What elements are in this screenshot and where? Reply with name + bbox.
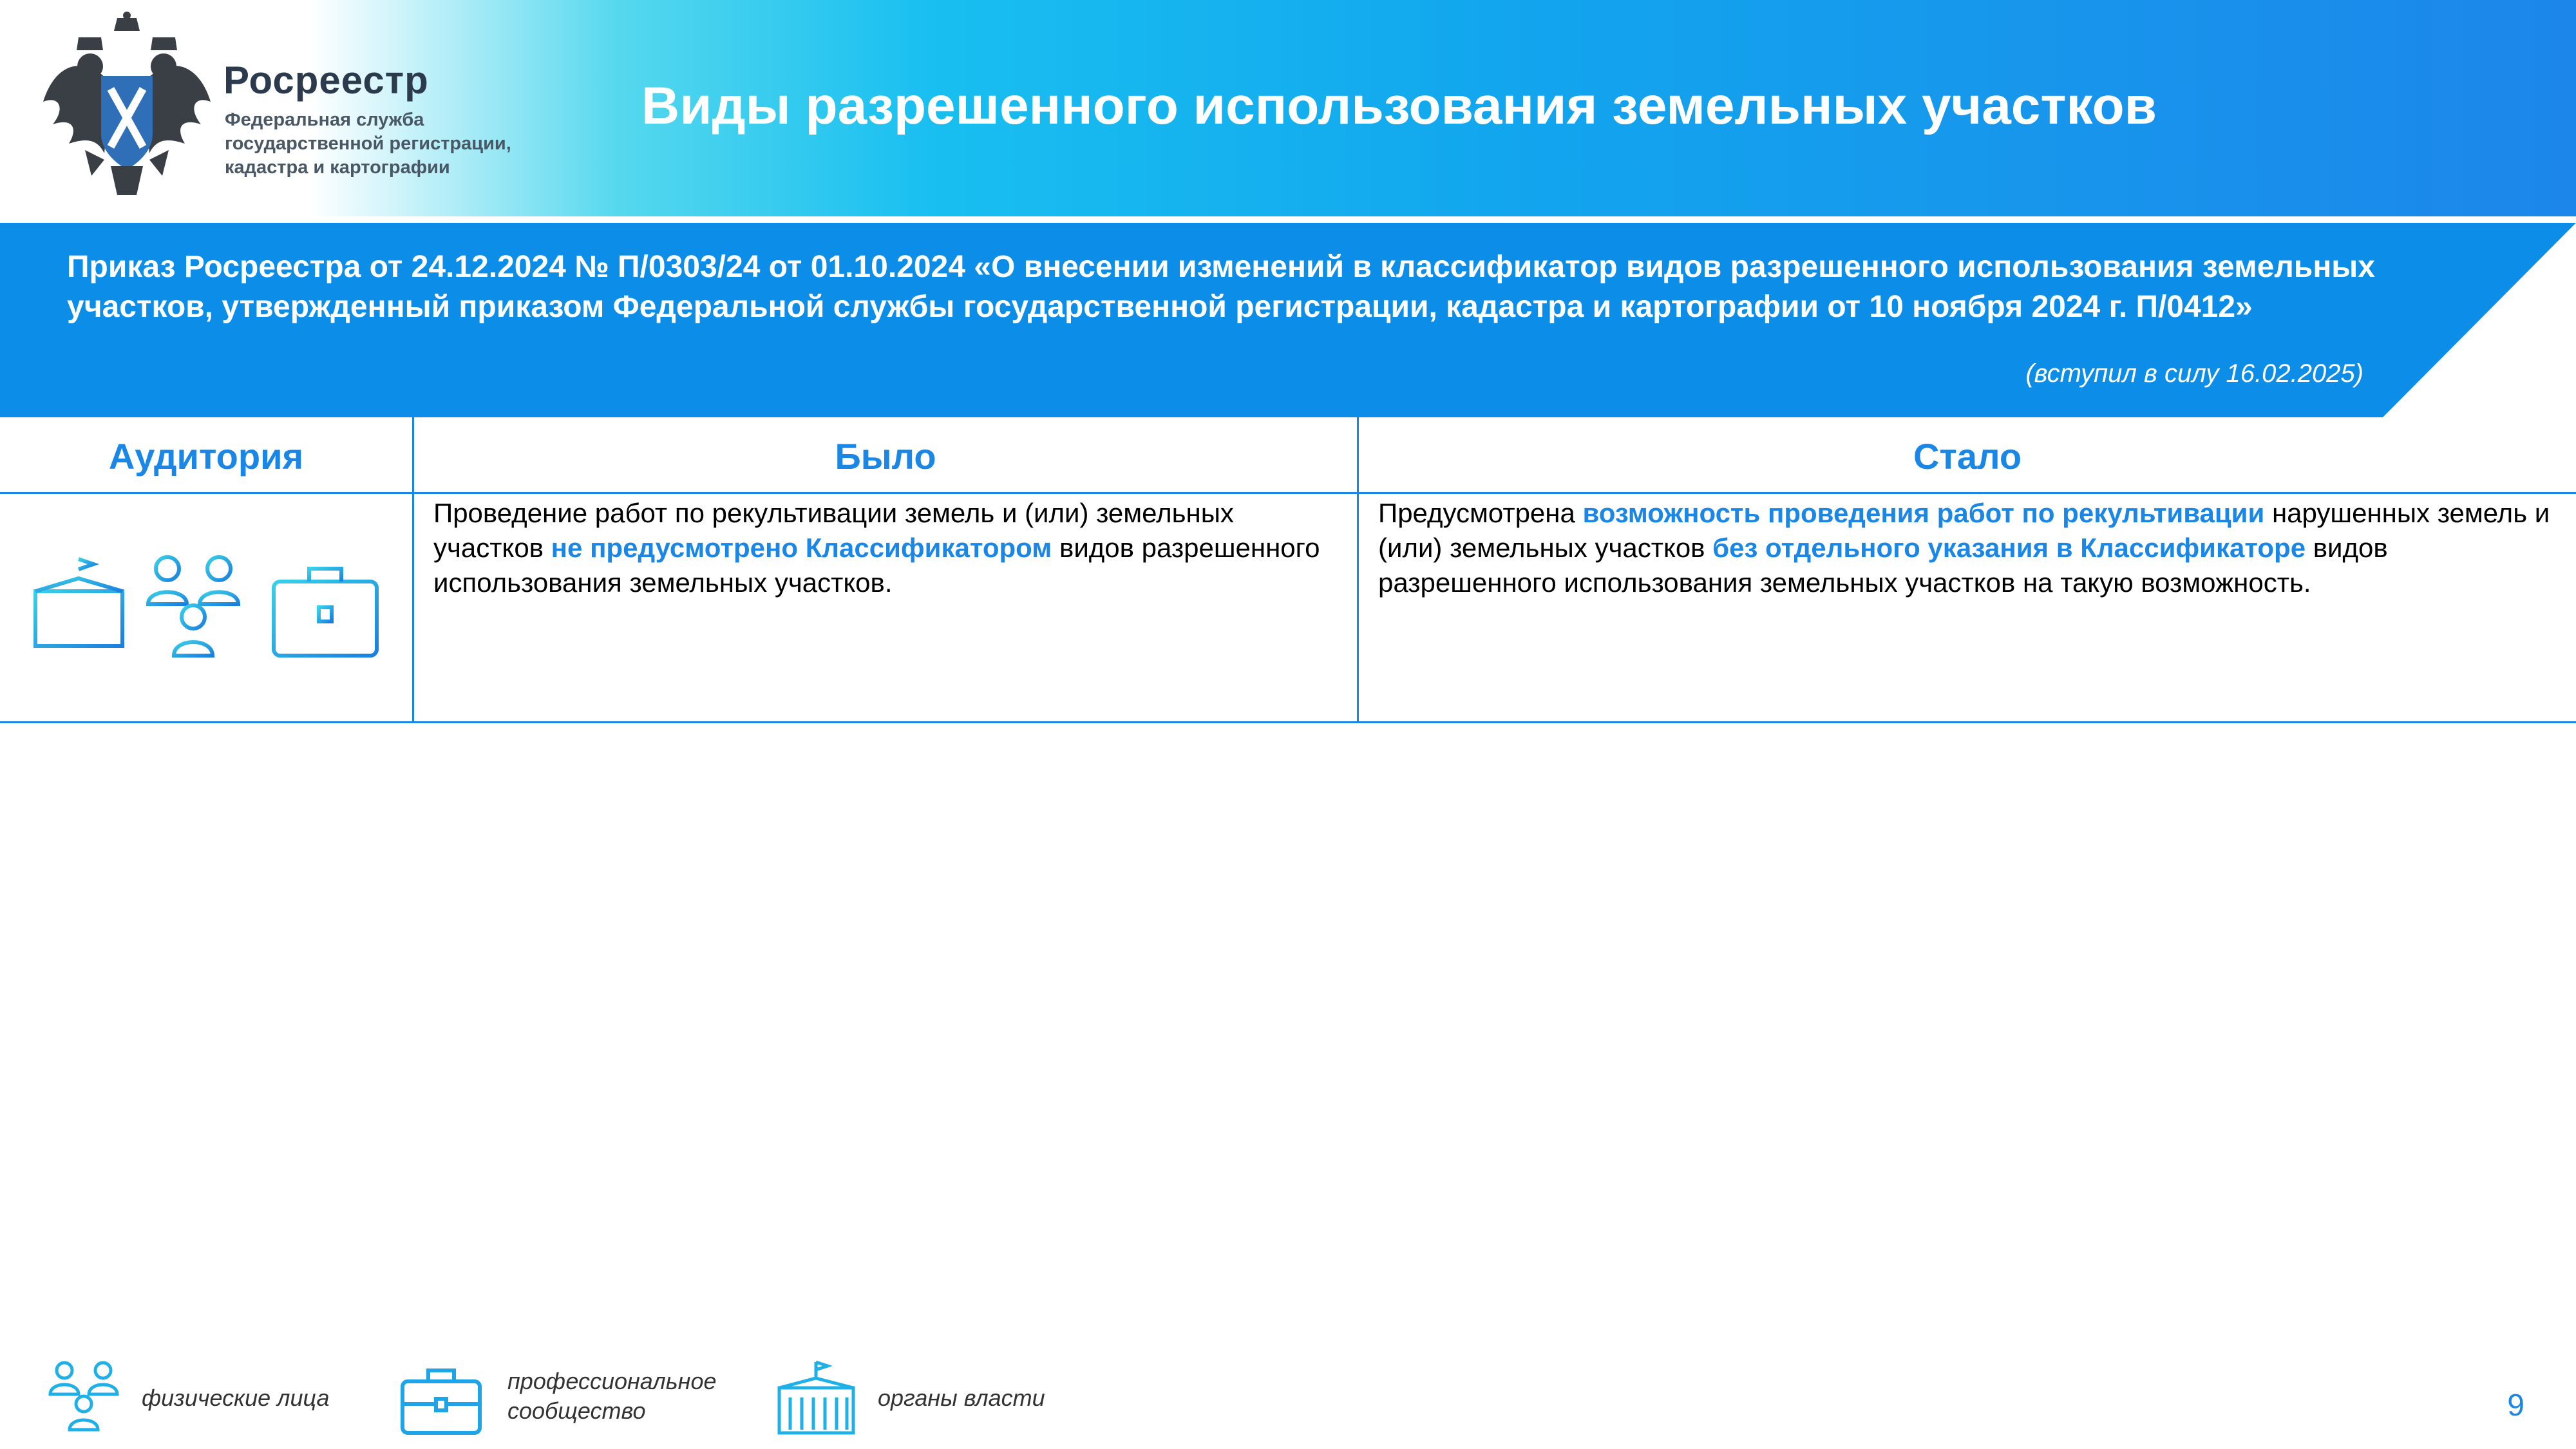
double-headed-eagle-icon bbox=[40, 12, 214, 198]
became-cell: Предусмотрена возможность проведения работ по рекультивации нарушенных земель и (или) земельных участков без отдельного указания в Классификаторе видов разрешенного использования земельных участков на такую возможность. bbox=[1378, 498, 2550, 598]
column-header-was: Было bbox=[835, 436, 936, 477]
legend-individuals bbox=[39, 1359, 374, 1443]
was-cell: Проведение работ по рекультивации земель и (или) земельных участков не предусмотрено Классификатором видов разрешенного использования земельных участков. bbox=[433, 498, 1320, 598]
column-header-audience: Аудитория bbox=[108, 436, 304, 477]
header-divider bbox=[0, 492, 2576, 494]
slide-header bbox=[0, 0, 2576, 216]
briefcase-icon bbox=[274, 569, 377, 656]
government-building-icon bbox=[35, 559, 122, 646]
legend-authorities bbox=[776, 1359, 1111, 1443]
government-building-icon bbox=[776, 1359, 857, 1436]
page-title: Виды разрешенного использования земельных участков bbox=[641, 77, 2157, 135]
order-banner bbox=[0, 223, 2576, 417]
logo-subtitle: Федеральная служба государственной регистрации, кадастра и картографии bbox=[225, 109, 511, 178]
table-bottom-border bbox=[0, 721, 2576, 723]
rosreestr-logo bbox=[40, 12, 568, 198]
logo-name: Росреестр bbox=[223, 59, 429, 102]
effective-date-note: (вступил в силу 16.02.2025) bbox=[2025, 359, 2363, 388]
legend-individuals-label: физические лица bbox=[142, 1385, 330, 1411]
audience-icons bbox=[32, 553, 393, 668]
briefcase-icon bbox=[399, 1365, 483, 1436]
people-group-icon bbox=[45, 1359, 122, 1436]
legend-authorities-label: органы власти bbox=[878, 1385, 1045, 1411]
page-number: 9 bbox=[2507, 1388, 2524, 1423]
order-text: Приказ Росреестра от 24.12.2024 № П/0303/24 от 01.10.2024 «О внесении изменений в классификатор видов разрешенного использования земельных участков, утвержденный приказом Федеральной службы государственной регистрации, кадастра и картографии от 10 ноября 2024 г. П/0412» bbox=[67, 250, 2375, 324]
column-header-became: Стало bbox=[1913, 436, 2022, 477]
legend-professional-label: профессиональное сообщество bbox=[507, 1368, 717, 1424]
comparison-table bbox=[0, 417, 2576, 723]
people-group-icon bbox=[148, 557, 238, 656]
legend-professional bbox=[399, 1359, 760, 1443]
